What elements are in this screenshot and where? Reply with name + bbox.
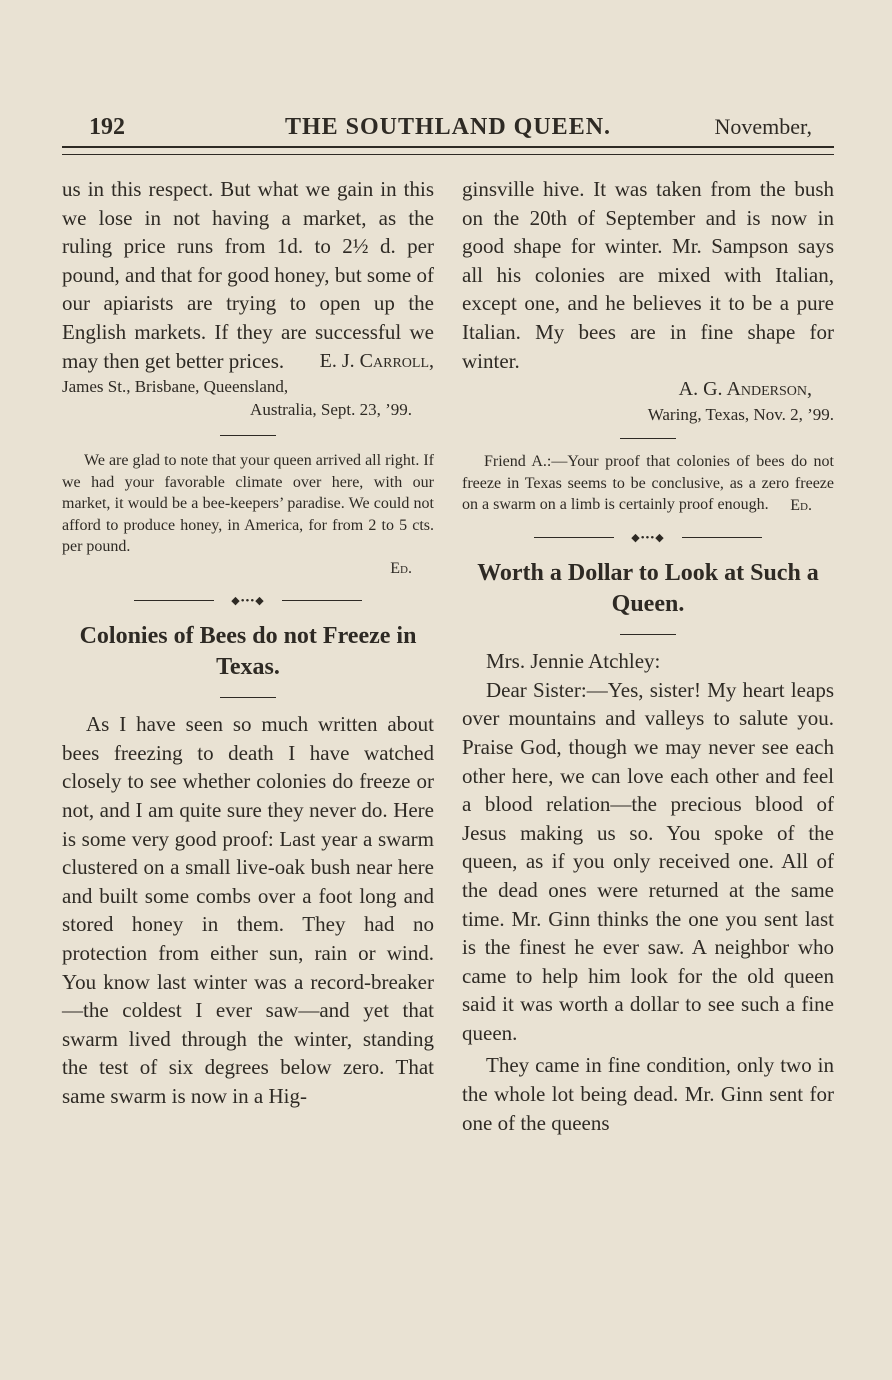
carroll-letter: us in this respect. But what we gain in this we lose in not having a market, as the ruling price runs from 1d. to 2½ d. per pound, and that for good honey, but some of our apiarists are trying to open up the English markets. If they are successful we may then get better prices. xyxy=(62,177,434,373)
title-rule-right xyxy=(620,634,676,635)
editor-sign-right: Ed. xyxy=(790,496,812,514)
article-title-colonies: Colonies of Bees do not Freeze in Texas. xyxy=(79,623,417,681)
header-rule xyxy=(62,146,834,155)
letter-paragraph-2: They came in fine condition, only two in the whole lot being dead. Mr. Ginn sent for one of the queens xyxy=(462,1053,834,1135)
editor-note-right: Friend A.:—Your proof that colonies of bees do not freeze in Texas seems to be conclusive, as a zero freeze on a swarm on a limb is certainly proof enough. xyxy=(462,453,834,514)
page-number: 192 xyxy=(89,114,125,140)
editor-note-left: We are glad to note that your queen arrived all right. If we had your favorable climate over here, with our market, it would be a bee-keepers’ paradise. We could not afford to produce honey, in America, for from 2 to 5 cts. per pound. xyxy=(62,452,434,556)
anderson-address: Waring, Texas, Nov. 2, ’99. xyxy=(647,405,834,425)
page-header xyxy=(62,108,834,148)
carroll-signature: E. J. Carroll, xyxy=(319,350,434,373)
salutation: Mrs. Jennie Atchley: xyxy=(486,649,661,674)
right-column xyxy=(462,175,834,1137)
editor-sign-left: Ed. xyxy=(390,559,412,577)
left-column xyxy=(62,175,434,1110)
section-ornament-right xyxy=(534,530,762,546)
article-body-colonies: As I have seen so much written about bees freezing to death I have watched closely to see whether colonies do freeze or not, and I am quite sure they never do. Here is some very good proof: Last year a swarm clustered on a small live-oak bush near here and built some combs over a foot long and stored honey in them. They had no protection from either sun, rain or wind. You know last winter was a record-breaker—the coldest I ever saw—and yet that swarm lived through the winter, standing the test of six degrees below zero. That same swarm is now in a Hig- xyxy=(62,712,434,1108)
carroll-address-line1: James St., Brisbane, Queensland, xyxy=(62,377,289,397)
separator-rule xyxy=(220,435,276,436)
article-title-worth: Worth a Dollar to Look at Such a Queen. xyxy=(477,560,819,618)
issue-month: November, xyxy=(714,114,812,139)
ornament-glyphs-right: ◆•••◆ xyxy=(631,532,665,545)
separator-rule-right xyxy=(620,438,676,439)
carroll-address-line2: Australia, Sept. 23, ’99. xyxy=(250,400,412,420)
section-ornament xyxy=(134,593,362,609)
anderson-signature: A. G. Anderson, xyxy=(678,378,812,401)
publication-title: THE SOUTHLAND QUEEN. xyxy=(284,114,612,140)
anderson-letter: ginsville hive. It was taken from the bush on the 20th of September and is now in good shape for winter. Mr. Sampson says all his colonies are mixed with Italian, except one, and he believes it to be a pure Italian. My bees are in fine shape for winter. xyxy=(462,177,834,373)
letter-paragraph-1: Dear Sister:—Yes, sister! My heart leaps over mountains and valleys to salute you. Praise God, though we may never see each other here, we can love each other and feel a blood relation—the precious blood of Jesus making us so. You spoke of the queen, as if you only received one. All of the dead ones were returned at the same time. Mr. Ginn thinks the one you sent last is the finest he ever saw. A neighbor who came to help him look for the old queen said it was worth a dollar to see such a fine queen. xyxy=(462,677,834,1045)
ornament-glyphs: ◆•••◆ xyxy=(231,595,265,608)
title-rule xyxy=(220,697,276,698)
